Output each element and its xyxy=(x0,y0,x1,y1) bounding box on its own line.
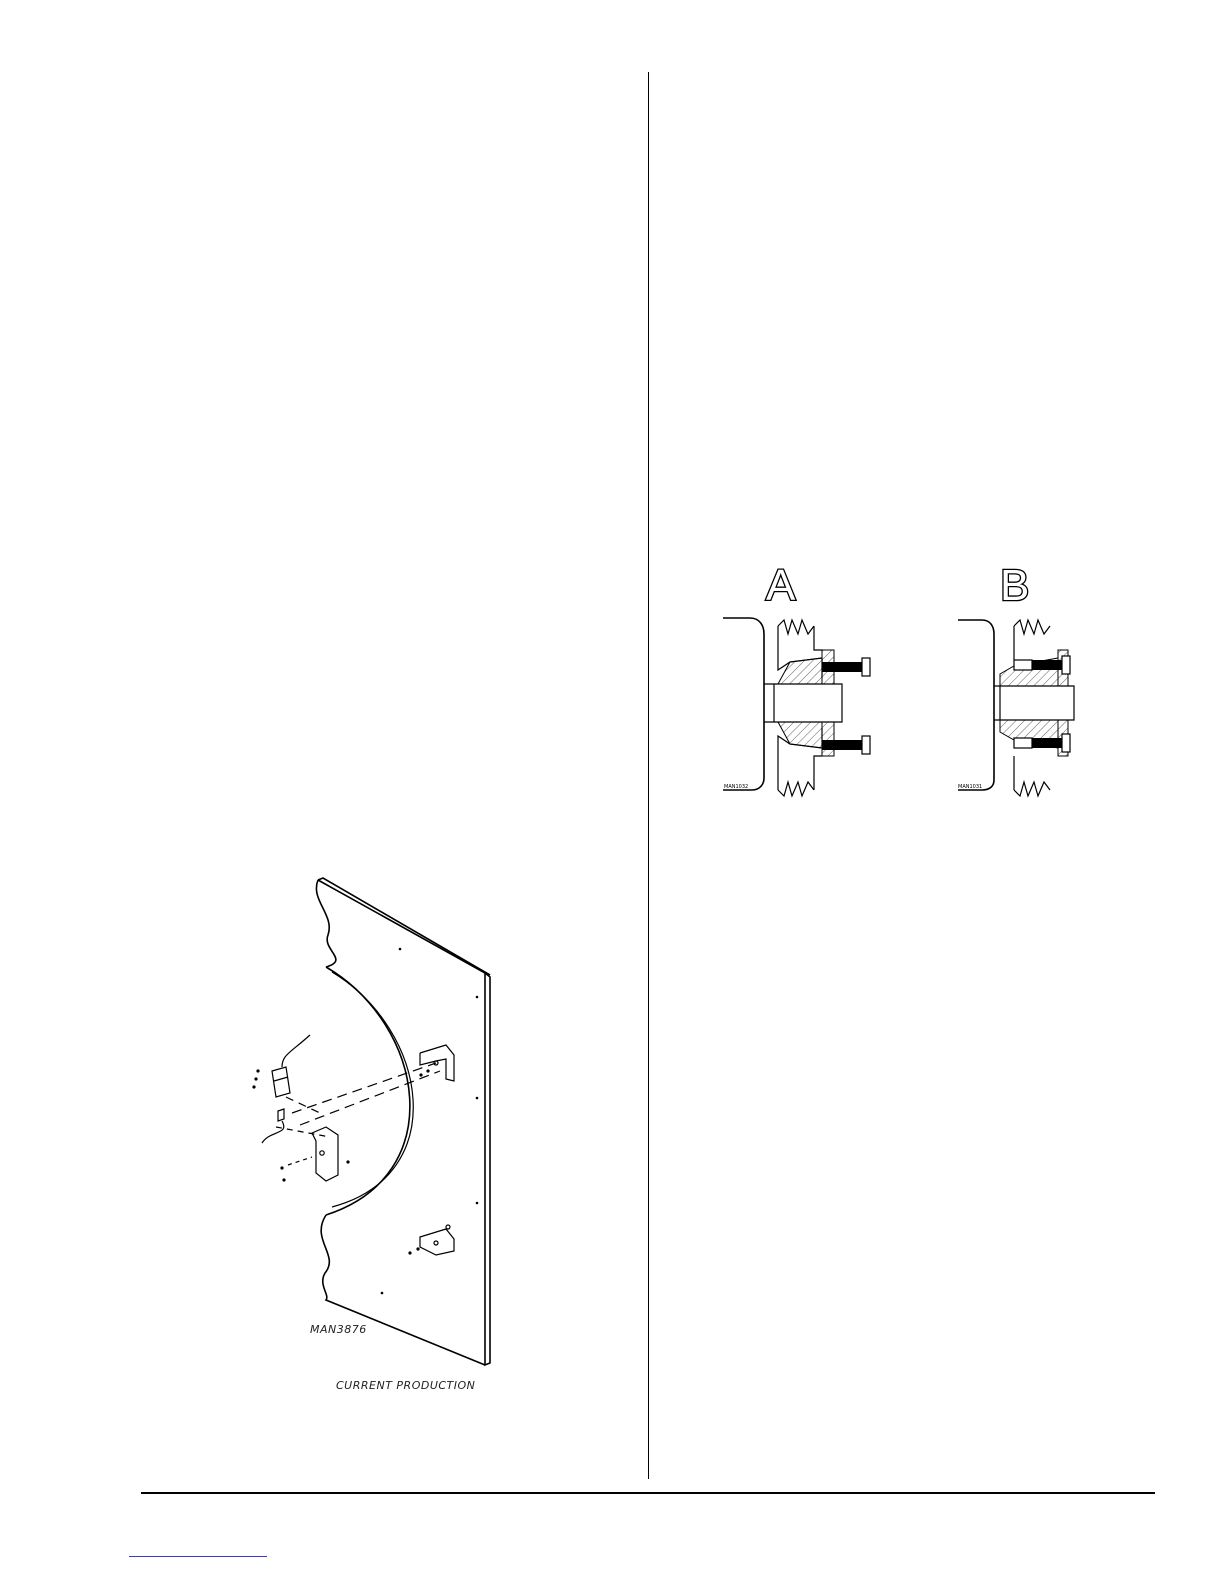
footer-rule xyxy=(141,1492,1155,1494)
section-b xyxy=(958,620,1074,796)
panel-assembly-drawing xyxy=(240,875,510,1405)
section-label-b: B xyxy=(1000,561,1030,610)
figure-caption: CURRENT PRODUCTION xyxy=(336,1379,476,1392)
panel-assembly-figure xyxy=(240,875,510,1405)
pulley-section-drawing xyxy=(718,560,1098,800)
drawing-code: MAN3876 xyxy=(310,1323,367,1336)
section-a xyxy=(723,618,870,796)
pulley-section-figure xyxy=(718,560,1098,800)
footer-link-underline[interactable] xyxy=(129,1556,267,1557)
section-code-b: MAN1031 xyxy=(958,784,983,790)
section-label-a: A xyxy=(766,561,796,610)
section-code-a: MAN1032 xyxy=(724,784,749,790)
column-divider xyxy=(648,72,649,1479)
